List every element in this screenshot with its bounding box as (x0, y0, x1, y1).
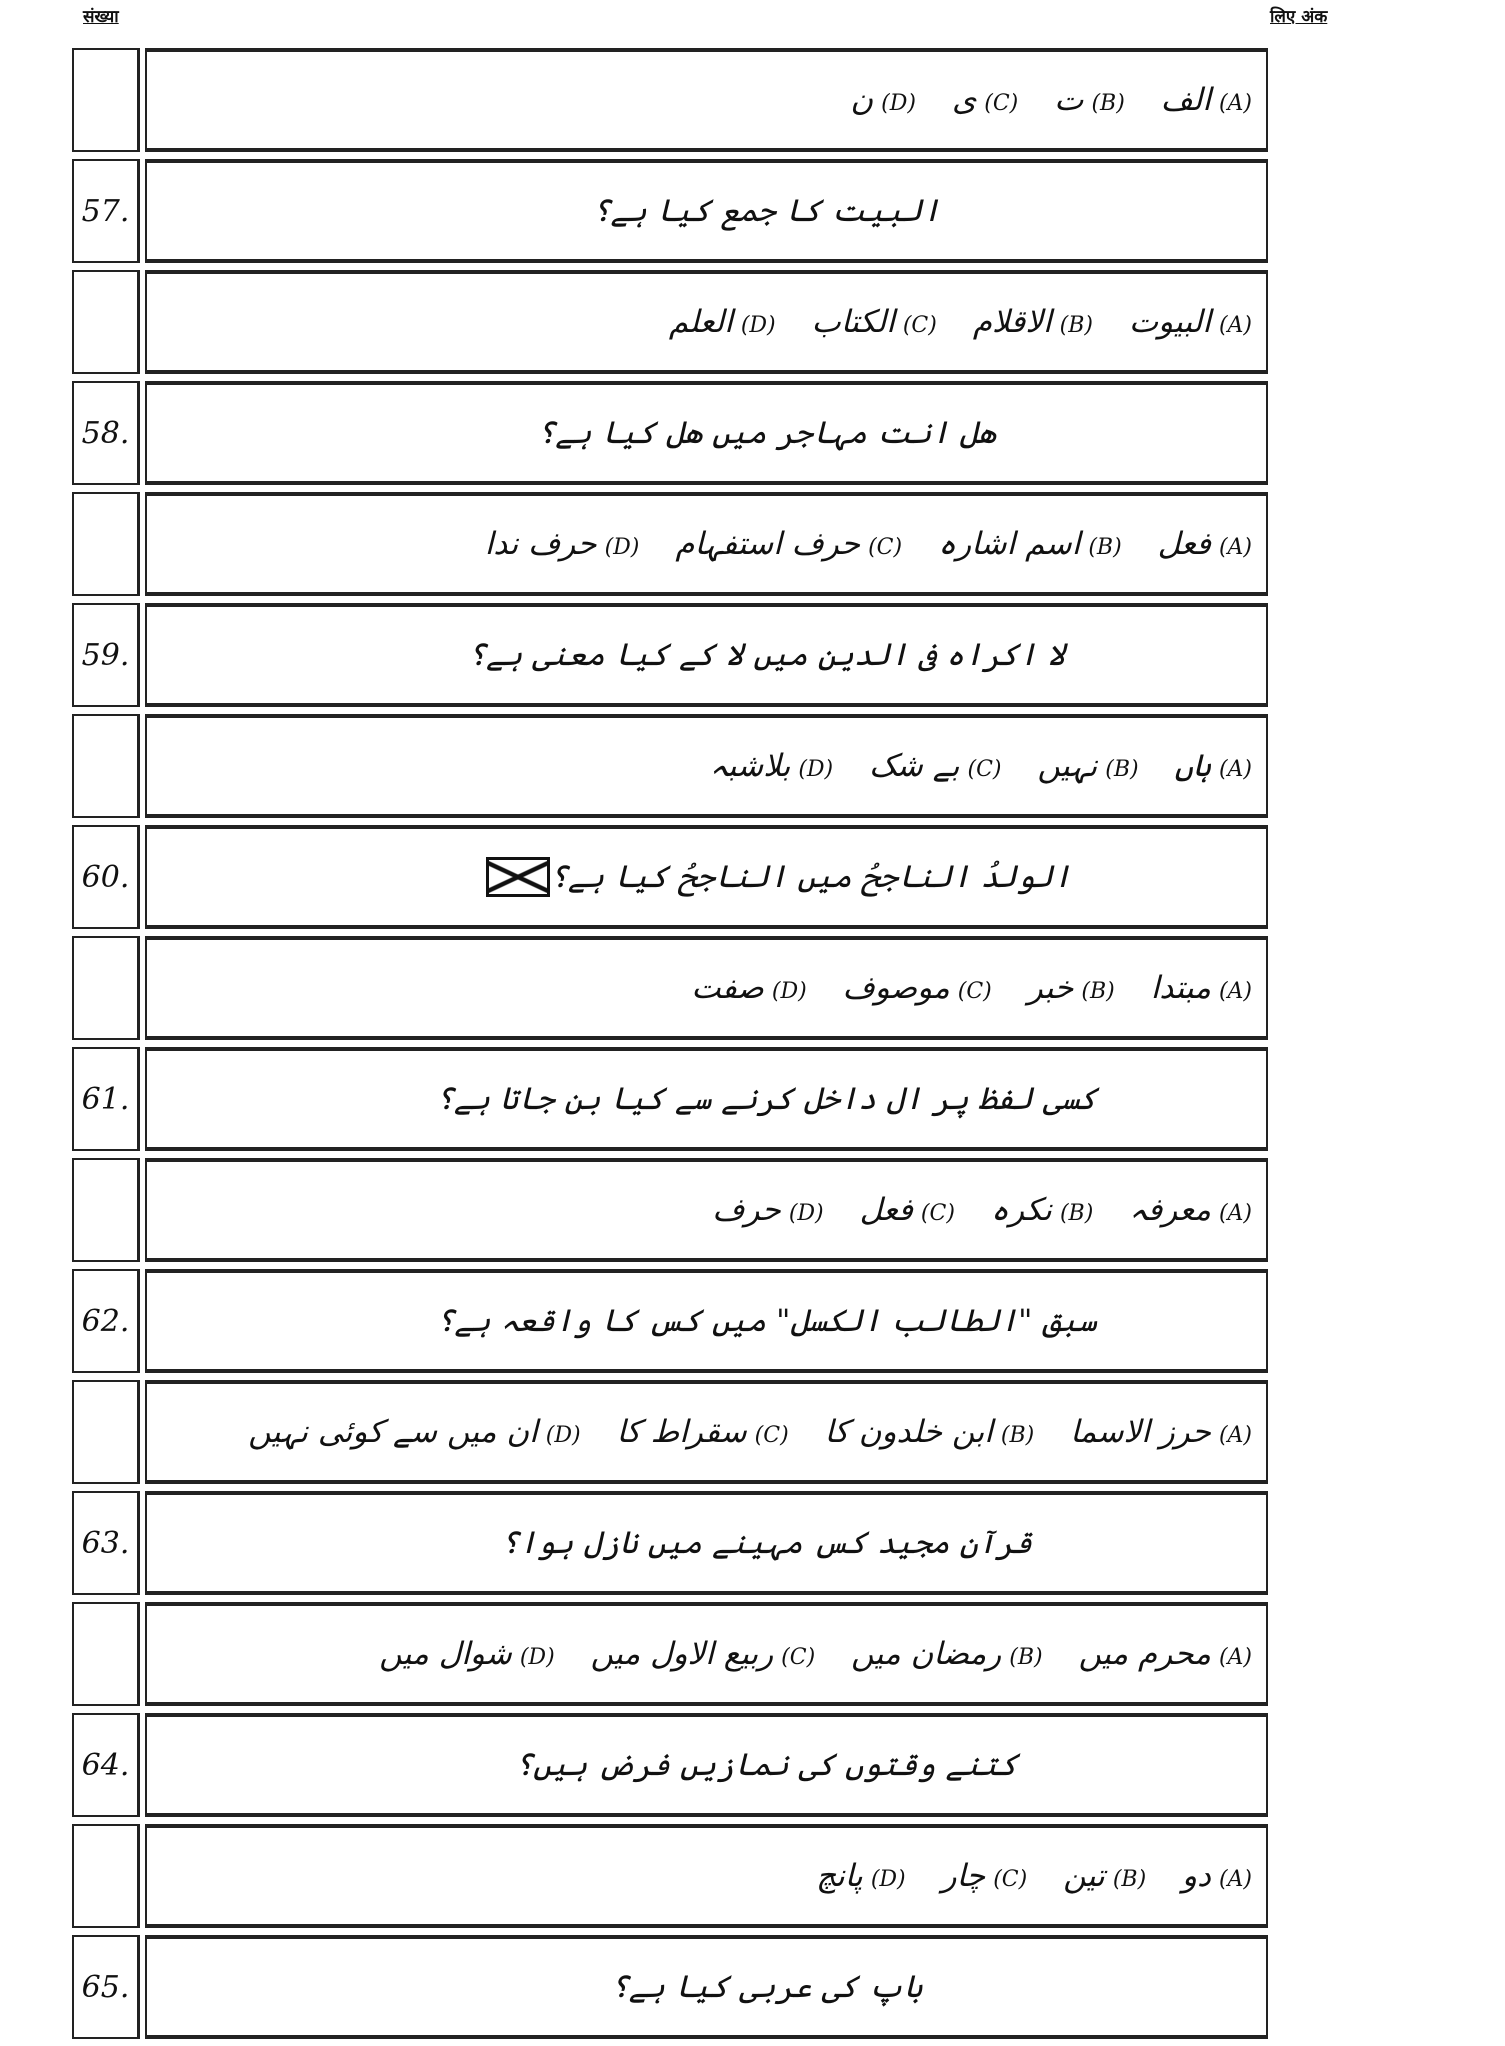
answer-option (1182, 1858, 1252, 1894)
question-cell (145, 1047, 1268, 1151)
options-cell (145, 714, 1268, 818)
options-row (72, 714, 1268, 818)
option-text: ن (850, 82, 874, 118)
option-label: (C) (957, 979, 992, 1004)
question-cell (145, 1269, 1268, 1373)
options-row (72, 48, 1268, 152)
option-text: ی (951, 82, 977, 118)
option-label: (D) (545, 1423, 581, 1448)
question-table (72, 48, 1268, 2046)
option-label: (C) (920, 1201, 955, 1226)
option-text: حرز الاسما (1070, 1414, 1211, 1450)
option-label: (A) (1218, 1423, 1252, 1448)
answer-option (710, 748, 833, 784)
answer-option (1161, 82, 1252, 118)
option-label: (A) (1218, 1645, 1252, 1670)
answer-option (379, 1636, 554, 1672)
answer-option (1038, 748, 1139, 784)
question-row (72, 1269, 1268, 1373)
options-cell (145, 270, 1268, 374)
option-label: (C) (902, 313, 937, 338)
option-text: فعل (859, 1192, 913, 1228)
option-label: (D) (604, 535, 640, 560)
answer-option (1129, 304, 1252, 340)
answer-option (843, 970, 992, 1006)
option-text: الف (1160, 82, 1211, 118)
answer-option (1175, 748, 1252, 784)
option-text: بلاشبہ (709, 748, 791, 784)
options-row (72, 936, 1268, 1040)
options-cell (145, 48, 1268, 152)
option-text: بے شک (869, 748, 960, 784)
option-text: دو (1182, 1858, 1211, 1894)
option-text: اسم اشارہ (938, 526, 1081, 562)
answer-option (952, 82, 1018, 118)
option-label: (A) (1218, 1201, 1252, 1226)
question-cell (145, 1935, 1268, 2039)
option-text: رمضان میں (851, 1636, 1002, 1672)
answer-option (851, 1636, 1042, 1672)
option-label: (C) (868, 535, 903, 560)
options-cell (145, 936, 1268, 1040)
question-number: 63. (72, 1491, 140, 1595)
answer-option (1070, 1414, 1252, 1450)
question-cell (145, 825, 1268, 929)
option-text: چار (941, 1858, 986, 1894)
answer-option (942, 1858, 1028, 1894)
answer-option (850, 82, 916, 118)
answer-option (973, 304, 1093, 340)
question-number (72, 492, 140, 596)
option-label: (A) (1218, 535, 1252, 560)
option-label: (B) (1059, 1201, 1094, 1226)
question-number (72, 48, 140, 152)
option-text: شوال میں (379, 1636, 512, 1672)
options-row (72, 1602, 1268, 1706)
options-cell (145, 1380, 1268, 1484)
question-text: قرآن مجید کس مہینے میں نازل ہوا؟ (500, 1525, 1033, 1561)
option-label: (C) (754, 1423, 789, 1448)
header-number-label: संख्या (83, 7, 119, 27)
question-row (72, 1491, 1268, 1595)
option-text: العلم (668, 304, 733, 340)
option-text: صفت (691, 970, 764, 1006)
answer-option (591, 1636, 816, 1672)
question-number (72, 1158, 140, 1262)
option-label: (C) (967, 757, 1002, 782)
question-number (72, 270, 140, 374)
option-text: مبتدا (1150, 970, 1211, 1006)
option-text: الاقلام (972, 304, 1052, 340)
option-label: (B) (1009, 1645, 1043, 1670)
option-label: (C) (984, 91, 1019, 116)
option-label: (B) (1081, 979, 1115, 1004)
option-text: پانچ (816, 1858, 863, 1894)
question-cell (145, 381, 1268, 485)
question-number (72, 1602, 140, 1706)
question-row (72, 1935, 1268, 2039)
option-text: الکتاب (811, 304, 895, 340)
options-row (72, 270, 1268, 374)
option-label: (D) (771, 979, 807, 1004)
question-text: کسی لفظ پر ال داخل کرنے سے کیا بن جاتا ہے؟ (435, 1081, 1098, 1117)
option-label: (B) (1088, 535, 1122, 560)
answer-option (1158, 526, 1252, 562)
option-text: ت (1054, 82, 1084, 118)
answer-option (1129, 1192, 1252, 1228)
option-label: (D) (788, 1201, 824, 1226)
question-row (72, 603, 1268, 707)
option-label: (A) (1218, 313, 1252, 338)
option-label: (A) (1218, 979, 1252, 1004)
answer-option (1028, 970, 1115, 1006)
answer-option (1063, 1858, 1146, 1894)
option-text: سقراط کا (616, 1414, 747, 1450)
option-label: (C) (781, 1645, 816, 1670)
answer-option (485, 526, 640, 562)
option-text: ہاں (1174, 748, 1211, 784)
question-number: 62. (72, 1269, 140, 1373)
option-text: حرف (712, 1192, 781, 1228)
question-number: 61. (72, 1047, 140, 1151)
option-label: (D) (519, 1645, 555, 1670)
option-label: (B) (1059, 313, 1093, 338)
answer-option (712, 1192, 823, 1228)
option-text: ربیع الاول میں (590, 1636, 774, 1672)
question-text: البیت کا جمع کیا ہے؟ (592, 193, 941, 229)
options-cell (145, 1824, 1268, 1928)
question-text: الولدُ الناجحُ میں الناجحُ کیا ہے؟ (549, 859, 1072, 895)
option-text: ابن خلدون کا (824, 1414, 993, 1450)
option-text: البیوت (1128, 304, 1211, 340)
question-number: 59. (72, 603, 140, 707)
option-text: حرف استفہام (675, 526, 861, 562)
question-row (72, 159, 1268, 263)
answer-option (812, 304, 937, 340)
question-number (72, 1380, 140, 1484)
question-number (72, 1824, 140, 1928)
option-text: معرفہ (1129, 1192, 1211, 1228)
answer-option (991, 1192, 1093, 1228)
option-label: (B) (1091, 91, 1125, 116)
option-label: (D) (798, 757, 834, 782)
question-text: سبق "الطالب الکسل" میں کس کا واقعہ ہے؟ (436, 1303, 1097, 1339)
question-row (72, 1713, 1268, 1817)
options-cell (145, 492, 1268, 596)
option-label: (A) (1218, 757, 1252, 782)
options-cell (145, 1602, 1268, 1706)
option-text: موصوف (842, 970, 950, 1006)
answer-option (669, 304, 776, 340)
option-text: نہیں (1037, 748, 1098, 784)
question-cell (145, 159, 1268, 263)
answer-option (1079, 1636, 1252, 1672)
option-text: محرم میں (1078, 1636, 1211, 1672)
answer-option (1151, 970, 1252, 1006)
option-label: (D) (881, 91, 916, 116)
answer-option (691, 970, 806, 1006)
option-label: (B) (1000, 1423, 1035, 1448)
question-cell (145, 1713, 1268, 1817)
options-cell (145, 1158, 1268, 1262)
question-text: کتنے وقتوں کی نمازیں فرض ہیں؟ (514, 1747, 1019, 1783)
question-number: 60. (72, 825, 140, 929)
question-row (72, 1047, 1268, 1151)
answer-option (675, 526, 902, 562)
answer-option (860, 1192, 955, 1228)
header-marks-label: लिए अंक (1270, 7, 1328, 27)
question-number: 65. (72, 1935, 140, 2039)
question-text: لا اکراہ فی الدین میں لا کے کیا معنی ہے؟ (467, 637, 1066, 673)
answer-option (248, 1414, 580, 1450)
answer-option (938, 526, 1122, 562)
option-text: تین (1063, 1858, 1105, 1894)
question-row (72, 825, 1268, 929)
answer-option (617, 1414, 789, 1450)
question-row (72, 381, 1268, 485)
options-row (72, 1158, 1268, 1262)
option-text: ان میں سے کوئی نہیں (248, 1414, 538, 1450)
option-label: (D) (740, 313, 776, 338)
option-text: حرف ندا (484, 526, 597, 562)
question-text: ھل انت مہاجر میں ھل کیا ہے؟ (537, 415, 996, 451)
answer-option (816, 1858, 906, 1894)
answer-option (1054, 82, 1125, 118)
question-number: 57. (72, 159, 140, 263)
option-label: (B) (1105, 757, 1139, 782)
scribble-mark (486, 857, 550, 897)
option-label: (A) (1218, 91, 1252, 116)
answer-option (869, 748, 1001, 784)
option-label: (D) (870, 1867, 906, 1892)
option-text: نکرہ (990, 1192, 1052, 1228)
options-row (72, 492, 1268, 596)
question-number (72, 714, 140, 818)
question-cell (145, 1491, 1268, 1595)
question-number: 64. (72, 1713, 140, 1817)
option-text: فعل (1157, 526, 1211, 562)
question-number: 58. (72, 381, 140, 485)
options-row (72, 1380, 1268, 1484)
option-label: (B) (1112, 1867, 1147, 1892)
option-text: خبر (1027, 970, 1074, 1006)
question-text: باپ کی عربی کیا ہے؟ (610, 1969, 923, 2005)
question-number (72, 936, 140, 1040)
option-label: (C) (993, 1867, 1028, 1892)
question-cell (145, 603, 1268, 707)
answer-option (825, 1414, 1035, 1450)
option-label: (A) (1218, 1867, 1252, 1892)
options-row (72, 1824, 1268, 1928)
